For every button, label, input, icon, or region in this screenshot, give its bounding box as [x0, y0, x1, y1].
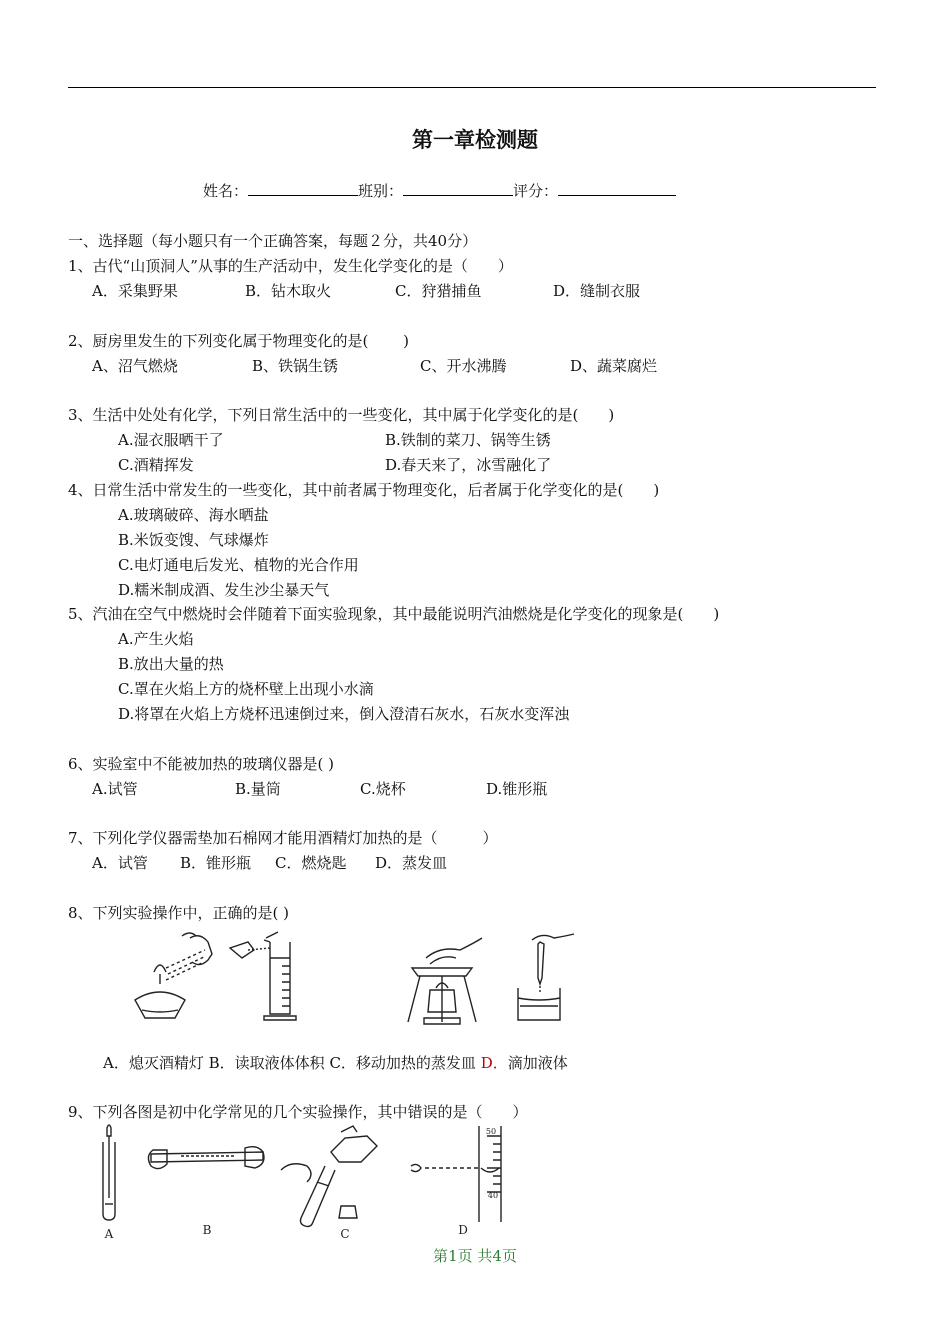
q2-option-c: C、开水沸腾 [420, 357, 507, 375]
q5-option-c: C.罩在火焰上方的烧杯壁上出现小水滴 [118, 680, 374, 698]
score-label: 评分： [513, 182, 559, 200]
q9-scale-bottom: 40 [487, 1191, 499, 1200]
q5-option-d: D.将罩在火焰上方烧杯迅速倒过来，倒入澄清石灰水，石灰水变浑浊 [118, 705, 570, 723]
q8-figure-d-dropper [518, 934, 574, 1020]
q3-option-d: D.春天来了，冰雪融化了 [385, 456, 552, 474]
q1-option-a: A．采集野果 [92, 282, 178, 300]
q4-stem: 4、日常生活中常发生的一些变化，其中前者属于物理变化，后者属于化学变化的是( ) [68, 481, 660, 499]
footer-suffix: 页 [501, 1247, 517, 1265]
footer-mid: 页 共 [457, 1247, 493, 1265]
q5-option-a: A.产生火焰 [118, 630, 194, 648]
q9-figure-c-pouring [281, 1126, 377, 1241]
q1-stem: 1、古代“山顶洞人”从事的生产活动中，发生化学变化的是（ ） [68, 257, 513, 275]
q2-option-d: D、蔬菜腐烂 [570, 357, 658, 375]
q4-option-a: A.玻璃破碎、海水晒盐 [118, 506, 269, 524]
q8-option-a: A．熄灭酒精灯 [103, 1054, 204, 1072]
student-info-line [203, 180, 676, 201]
q4-option-b: B.米饭变馊、气球爆炸 [118, 531, 269, 549]
q5-option-b: B.放出大量的热 [118, 655, 224, 673]
q3-option-b: B.铁制的菜刀、锅等生锈 [385, 431, 551, 449]
q7-option-b: B．锥形瓶 [180, 854, 252, 872]
q3-option-c: C.酒精挥发 [118, 456, 194, 474]
q2-stem: 2、厨房里发生的下列变化属于物理变化的是( ) [68, 332, 410, 350]
name-blank[interactable] [248, 181, 358, 196]
q8-options [103, 1052, 568, 1073]
q2-option-b: B、铁锅生锈 [252, 357, 339, 375]
q9-label-c: C [340, 1227, 350, 1241]
q4-option-d: D.糯米制成酒、发生沙尘暴天气 [118, 581, 330, 599]
page-title: 第一章检测题 [412, 128, 538, 152]
page-footer [0, 1245, 950, 1266]
q5-stem: 5、汽油在空气中燃烧时会伴随着下面实验现象，其中最能说明汽油燃烧是化学变化的现象是( ) [68, 605, 720, 623]
q7-option-a: A．试管 [92, 854, 148, 872]
q3-option-a: A.湿衣服晒干了 [118, 431, 224, 449]
q9-label-d: D [458, 1223, 468, 1237]
q9-figures [95, 1122, 525, 1242]
q9-figure-a-test-tube-dropper [103, 1125, 115, 1241]
q2-option-a: A、沼气燃烧 [92, 357, 178, 375]
footer-page-number: 1 [448, 1247, 458, 1265]
q1-option-c: C．狩猎捕鱼 [395, 282, 482, 300]
footer-prefix: 第 [433, 1247, 449, 1265]
name-label: 姓名： [203, 182, 249, 200]
q9-label-a: A [104, 1227, 114, 1241]
q8-figure-a-alcohol-lamp [135, 933, 212, 1018]
q1-option-d: D．缝制衣服 [553, 282, 641, 300]
q9-figure-b-horizontal-tube [148, 1147, 264, 1237]
q8-option-c: C．移动加热的蒸发皿 [329, 1054, 476, 1072]
q6-option-b: B.量筒 [235, 780, 281, 798]
q8-stem: 8、下列实验操作中，正确的是( ) [68, 904, 290, 922]
q6-option-c: C.烧杯 [360, 780, 406, 798]
class-blank[interactable] [403, 181, 513, 196]
q8-figure-b-graduated-cylinder [230, 932, 296, 1020]
q8-option-d: 滴加液体 [507, 1054, 568, 1072]
q8-figures [130, 928, 600, 1026]
q6-option-d: D.锥形瓶 [486, 780, 548, 798]
q9-label-b: B [202, 1223, 212, 1237]
score-blank[interactable] [558, 181, 676, 196]
q8-figure-c-evaporating-dish [408, 938, 482, 1024]
q9-stem: 9、下列各图是初中化学常见的几个实验操作，其中错误的是（ ） [68, 1103, 528, 1121]
q6-stem: 6、实验室中不能被加热的玻璃仪器是( ) [68, 755, 335, 773]
q4-option-c: C.电灯通电后发光、植物的光合作用 [118, 556, 359, 574]
header-rule [68, 87, 876, 88]
q1-option-b: B．钻木取火 [245, 282, 332, 300]
footer-total-pages: 4 [492, 1247, 502, 1265]
q3-stem: 3、生活中处处有化学，下列日常生活中的一些变化，其中属于化学变化的是( ) [68, 406, 615, 424]
section-heading: 一、选择题（每小题只有一个正确答案，每题２分，共40分） [68, 232, 478, 250]
q9-scale-top: 50 [485, 1127, 497, 1136]
q6-option-a: A.试管 [92, 780, 138, 798]
q8-option-b: B．读取液体体积 [208, 1054, 325, 1072]
class-label: 班别： [358, 182, 404, 200]
q9-figure-d-cylinder-reading [411, 1126, 501, 1237]
q7-option-d: D．蒸发皿 [375, 854, 448, 872]
q7-option-c: C．燃烧匙 [275, 854, 347, 872]
q8-option-d-letter: D． [480, 1054, 508, 1072]
q7-stem: 7、下列化学仪器需垫加石棉网才能用酒精灯加热的是（ ） [68, 829, 498, 847]
